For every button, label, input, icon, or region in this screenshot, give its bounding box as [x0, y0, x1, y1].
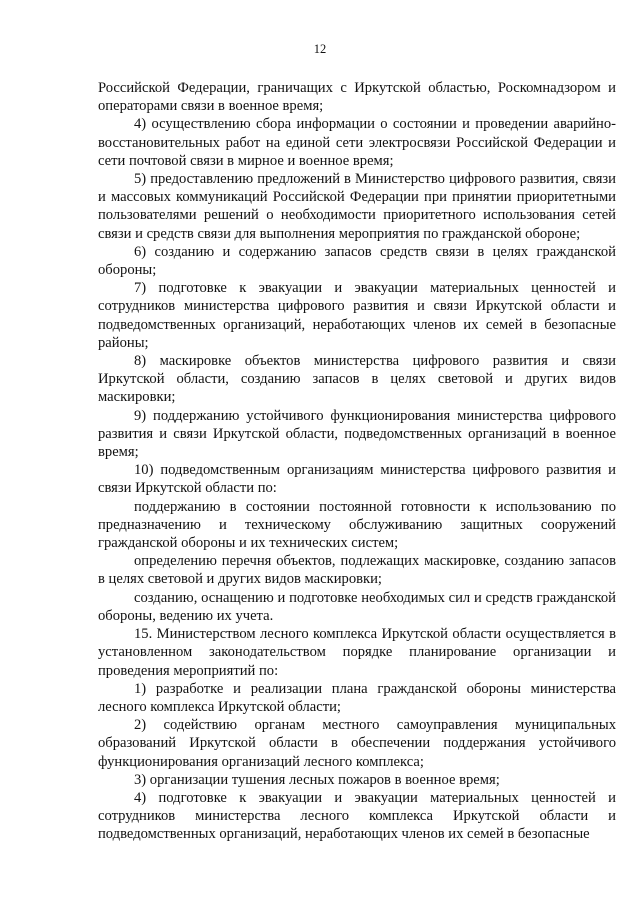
- paragraph-item-10: 10) подведомственным организациям министерства цифрового развития и связи Иркутской области по:: [98, 462, 616, 497]
- paragraph-continuation: Российской Федерации, граничащих с Иркутской областью, Роскомнадзором и операторами связи в военное время;: [98, 80, 616, 115]
- paragraph-item-9: 9) поддержанию устойчивого функционирования министерства цифрового развития и связи Иркутской области, подведомственных организаций в военное время;: [98, 407, 616, 461]
- paragraph-subitem-forces: созданию, оснащению и подготовке необходимых сил и средств гражданской обороны, ведению их учета.: [98, 589, 616, 624]
- paragraph-item-6: 6) созданию и содержанию запасов средств связи в целях гражданской обороны;: [98, 243, 616, 279]
- paragraph-forestry-item-1: 1) разработке и реализации плана гражданской обороны министерства лесного комплекса Иркутской области;: [98, 680, 616, 715]
- paragraph-section-15: 15. Министерством лесного комплекса Иркутской области осуществляется в установленном законодательством порядке планирование организации и проведения мероприятий по:: [98, 626, 616, 679]
- paragraph-subitem-shelters: поддержанию в состоянии постоянной готовности к использованию по предназначению и техническому обслуживанию защитных сооружений гражданской обороны и их технических систем;: [98, 498, 616, 552]
- paragraph-forestry-item-4: 4) подготовке к эвакуации и эвакуации материальных ценностей и сотрудников министерства лесного комплекса Иркутской области и подведомственных организаций, неработающих членов их семей в безопасные: [98, 789, 616, 843]
- paragraph-subitem-camouflage: определению перечня объектов, подлежащих маскировке, созданию запасов в целях световой и других видов маскировки;: [98, 553, 616, 588]
- paragraph-item-4: 4) осуществлению сбора информации о состоянии и проведении аварийно-восстановительных работ на единой сети электросвязи Российской Федерации и сети почтовой связи в мирное и военное время;: [98, 116, 616, 169]
- paragraph-item-5: 5) предоставлению предложений в Министерство цифрового развития, связи и массовых коммуникаций Российской Федерации при принятии приоритетными пользователями решений о необходимости приоритетного использования сетей связи и средств связи для выполнения мероприятия по гражданской обороне;: [98, 171, 616, 242]
- paragraph-item-8: 8) маскировке объектов министерства цифрового развития и связи Иркутской области, созданию запасов в целях световой и других видов маскировки;: [98, 353, 616, 406]
- paragraph-item-7: 7) подготовке к эвакуации и эвакуации материальных ценностей и сотрудников министерства цифрового развития и связи Иркутской области и подведомственных организаций, неработающих членов их семей в безопасные районы;: [98, 280, 616, 351]
- document-body: [98, 79, 616, 844]
- paragraph-forestry-item-3: 3) организации тушения лесных пожаров в военное время;: [134, 771, 500, 788]
- page-number: 12: [313, 42, 327, 56]
- paragraph-forestry-item-2: 2) содействию органам местного самоуправления муниципальных образований Иркутской области в обеспечении поддержания устойчивого функционирования организаций лесного комплекса;: [98, 717, 616, 770]
